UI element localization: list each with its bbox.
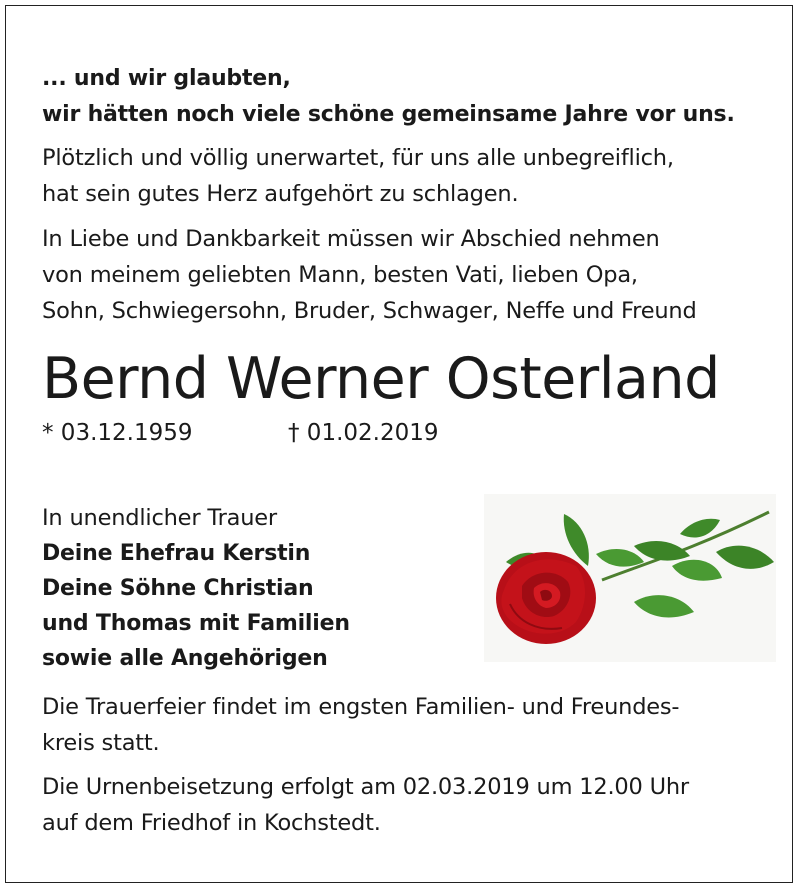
farewell-line-1: In Liebe und Dankbarkeit müssen wir Abschied nehmen — [42, 226, 660, 252]
deceased-name: Bernd Werner Osterland — [42, 346, 720, 412]
intro-line-1: Plötzlich und völlig unerwartet, für uns alle unbegreiflich, — [42, 145, 674, 171]
farewell-line-2: von meinem geliebten Mann, besten Vati, lieben Opa, — [42, 262, 638, 288]
mourner-name: sowie alle Angehörigen — [42, 646, 328, 671]
farewell-line-3: Sohn, Schwiegersohn, Bruder, Schwager, Neffe und Freund — [42, 298, 697, 324]
mourners-block — [42, 501, 350, 676]
birth-date: * 03.12.1959 — [42, 420, 193, 446]
rose-icon — [484, 494, 776, 662]
service-line-1: Die Trauerfeier findet im engsten Familien- und Freundes- — [42, 694, 680, 720]
opening-line-1: ... und wir glaubten, — [42, 66, 291, 91]
intro-text — [42, 140, 674, 212]
burial-line-2: auf dem Friedhof in Kochstedt. — [42, 810, 381, 836]
opening-line-2: wir hätten noch viele schöne gemeinsame Jahre vor uns. — [42, 102, 735, 127]
farewell-text — [42, 221, 697, 329]
mourner-name: Deine Söhne Christian — [42, 576, 314, 601]
mourners-intro: In unendlicher Trauer — [42, 505, 277, 531]
burial-notice — [42, 769, 689, 841]
burial-line-1: Die Urnenbeisetzung erfolgt am 02.03.2019 um 12.00 Uhr — [42, 774, 689, 800]
obituary-notice — [5, 5, 793, 883]
intro-line-2: hat sein gutes Herz aufgehört zu schlagen. — [42, 181, 519, 207]
death-date: † 01.02.2019 — [288, 420, 439, 446]
opening-quote — [42, 61, 735, 133]
service-line-2: kreis statt. — [42, 730, 160, 756]
mourner-name: und Thomas mit Familien — [42, 611, 350, 636]
mourner-name: Deine Ehefrau Kerstin — [42, 541, 311, 566]
service-notice — [42, 689, 679, 761]
